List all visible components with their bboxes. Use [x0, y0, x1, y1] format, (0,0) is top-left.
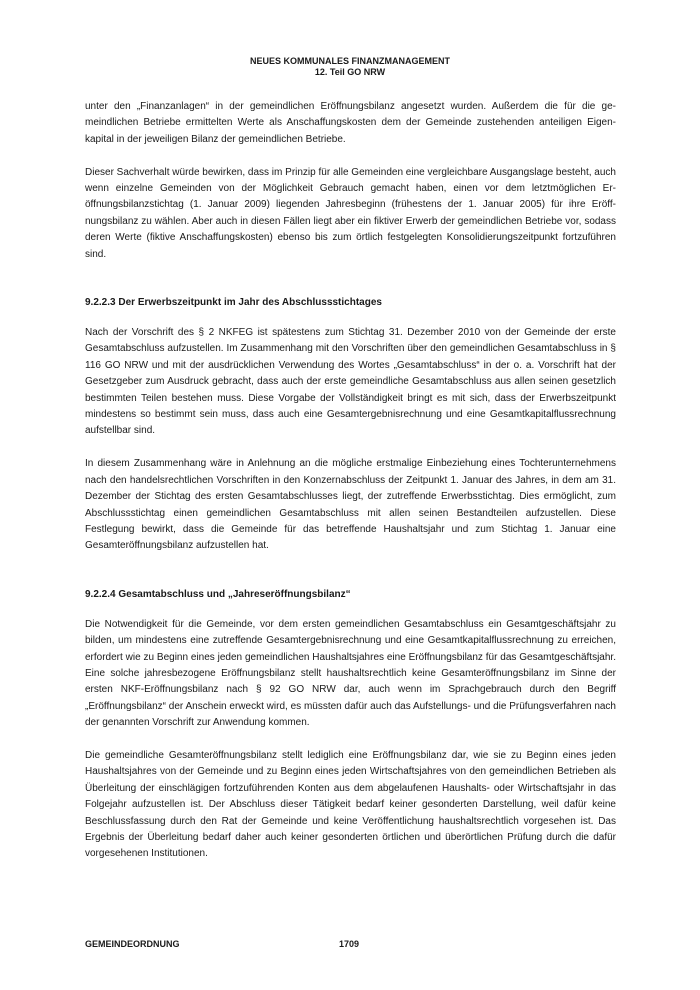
document-body [85, 99, 616, 879]
section-heading-9-2-2-3: 9.2.2.3 Der Erwerbszeitpunkt im Jahr des Abschlussstichtages [85, 297, 382, 309]
paragraph-2: Dieser Sachverhalt würde bewirken, dass im Prinzip für alle Gemeinden eine vergleichbare Ausgangslage besteht, auch wenn einzelne Gemeinden von der Möglichkeit Gebrauch gemacht haben, einen vor dem letztmöglichen Eröffnungsbilanzstichtag (1. Januar 2009) liegenden Jahresbeginn (frühestens der 1. Januar 2005) für ihre Eröffnungsbilanz zu wählen. Aber auch in diesen Fällen liegt aber ein fiktiver Erwerb der gemeindlichen Betriebe vor, sodass deren Werte (fiktive Anschaffungskosten) ebenso bis zum örtlich festgelegten Konsolidierungszeitpunkt fortzuführen sind. [85, 166, 616, 260]
paragraph-1: unter den „Finanzanlagen“ in der gemeindlichen Eröffnungsbilanz angesetzt wurden. Außerdem die für die gemeindlichen Betriebe ermittelten Werte als Anschaffungskosten dem der Gemeinde zustehenden anteiligen Eigenkapital in der jeweiligen Bilanz der gemeindlichen Betriebe. [85, 101, 616, 145]
paragraph-5: Die Notwendigkeit für die Gemeinde, vor dem ersten gemeindlichen Gesamtabschluss ein Gesamtgeschäftsjahr zu bilden, um mindestens eine zutreffende Gesamtergebnisrechnung und eine Gesamtkapitalflussrechnung zu erreichen, erfordert wie zu Beginn eines jeden gemeindlichen Haushaltsjahres eine Eröffnungsbilanz für das Gesamtgeschäftsjahr. Eine solche jahresbezogene Eröffnungsbilanz stellt haushaltsrechtlich keine Gesamteröffnungsbilanz im Sinne der ersten NKF-Eröffnungsbilanz nach § 92 GO NRW dar, auch wenn im Sprachgebrauch durch den Begriff „Eröffnungsbilanz“ der Anschein erweckt wird, es müssten dafür auch das Aufstellungs- und die Prüfungsverfahren nach der genannten Vorschrift zur Anwendung kommen. [85, 618, 616, 729]
paragraph-4: In diesem Zusammenhang wäre in Anlehnung an die mögliche erstmalige Einbeziehung eines Tochterunternehmens nach den handelsrechtlichen Vorschriften in den Konzernabschluss der Zeitpunkt 1. Januar des Jahres, in dem am 31. Dezember der Stichtag des ersten Gesamtabschlusses liegt, der zutreffende Erwerbsstichtag. Dies ermöglicht, zum Abschlussstichtag einen gemeindlichen Gesamtabschluss mit allen seinen Bestandteilen aufzustellen. Diese Festlegung bewirkt, dass die Gemeinde für das betreffende Haushaltsjahr und zum Stichtag 1. Januar eine Gesamteröffnungsbilanz aufzustellen hat. [85, 458, 616, 552]
paragraph-6: Die gemeindliche Gesamteröffnungsbilanz stellt lediglich eine Eröffnungsbilanz dar, wie sie zu Beginn eines jeden Haushaltsjahres von der Gemeinde und zu Beginn eines jeden Wirtschaftsjahres von den gemeindlichen Betrieben als Überleitung der einschlägigen fortzuführenden Konten aus dem abgelaufenen Haushalts- oder Wirtschaftsjahr in das Folgejahr aufzustellen ist. Der Abschluss dieser Tätigkeit bedarf keiner gesonderten Darstellung, weil dafür keine Beschlussfassung durch den Rat der Gemeinde und keine Veröffentlichung haushaltsrechtlich vorgesehen ist. Das Ergebnis der Überleitung bedarf daher auch keiner gesonderten örtlichen und überörtlichen Prüfung durch die dafür vorgesehenen Institutionen. [85, 749, 616, 860]
footer-label: GEMEINDEORDNUNG [85, 939, 180, 949]
section-heading-9-2-2-4: 9.2.2.4 Gesamtabschluss und „Jahreseröffnungsbilanz“ [85, 588, 351, 600]
paragraph-3: Nach der Vorschrift des § 2 NKFEG ist spätestens zum Stichtag 31. Dezember 2010 von der Gemeinde der erste Gesamtabschluss aufzustellen. Im Zusammenhang mit den Vorschriften über den gemeindlichen Gesamtabschluss in § 116 GO NRW und mit der ausdrücklichen Verwendung des Wortes „Gesamtabschluss“ in der o. a. Vorschrift hat der Gesetzgeber zum Ausdruck gebracht, dass auch der erste gemeindliche Gesamtabschluss aus allen seinen gesetzlich bestimmten Teilen bestehen muss. Diese Vorgabe der Vollständigkeit bringt es mit sich, dass der Erwerbszeitpunkt mindestens so bestimmt sein muss, dass auch eine Gesamtergebnisrechnung und eine Gesamtkapitalflussrechnung aufstellbar sind. [85, 327, 616, 437]
header-subtitle: 12. Teil GO NRW [314, 67, 386, 77]
header-title: NEUES KOMMUNALES FINANZMANAGEMENT [250, 56, 450, 66]
page-header [0, 56, 700, 78]
page-number: 1709 [339, 939, 360, 949]
